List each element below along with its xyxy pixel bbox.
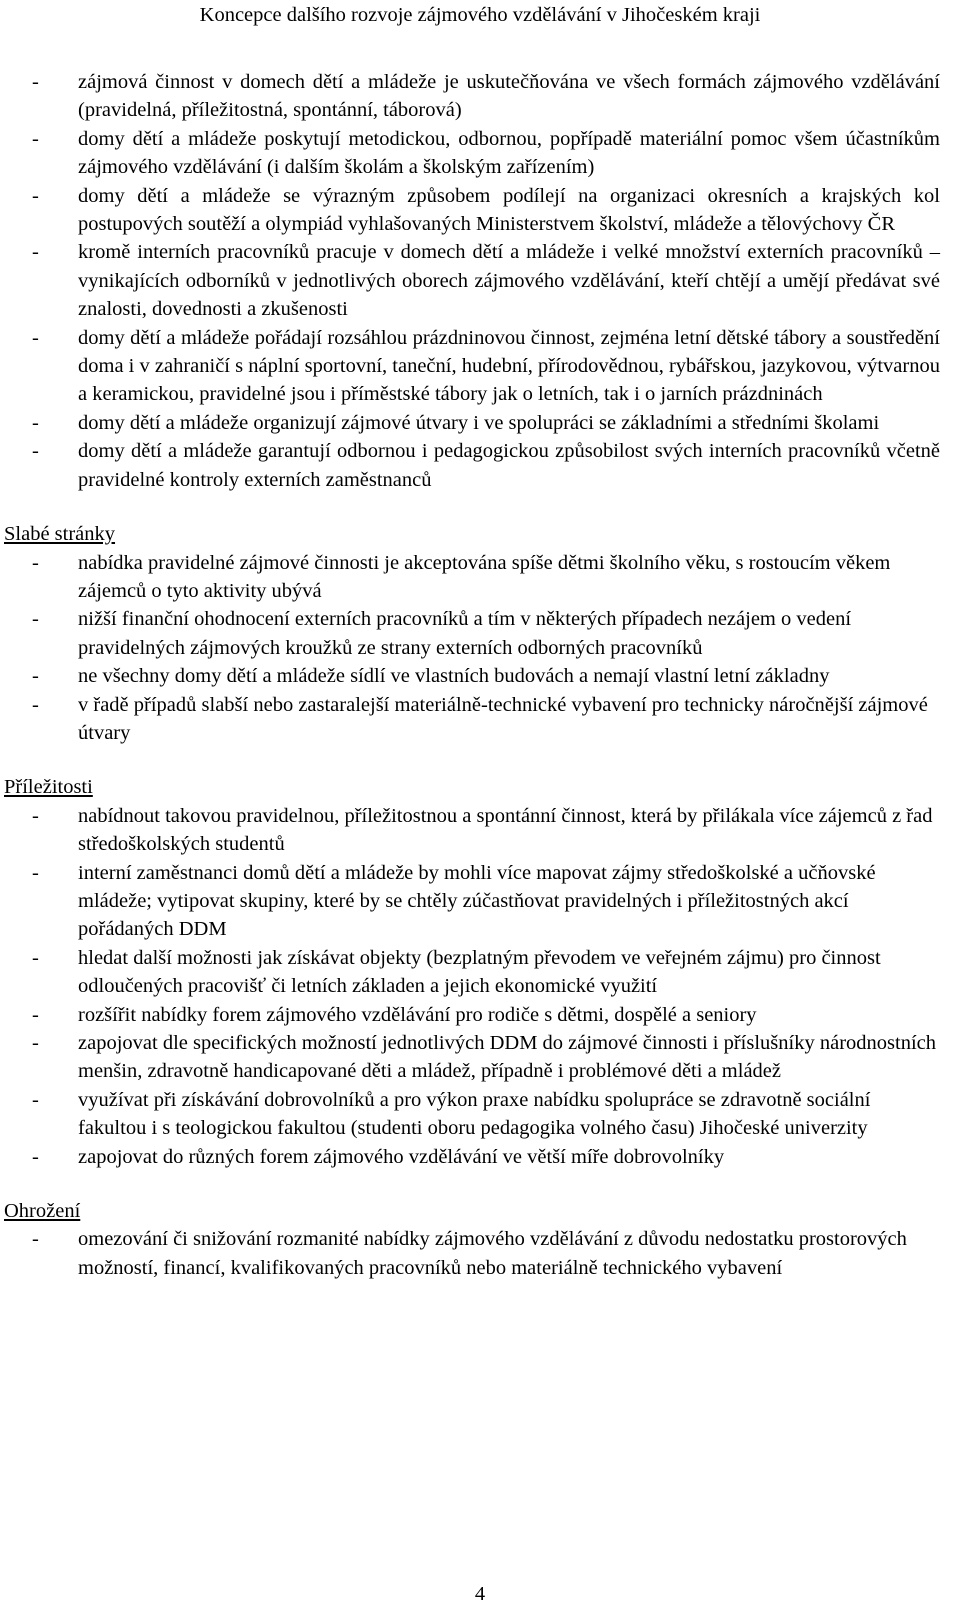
weaknesses-section — [0, 520, 960, 747]
threats-list — [0, 1225, 960, 1282]
list-item: - rozšířit nabídky forem zájmového vzdělávání pro rodiče s dětmi, dospělé a seniory — [78, 1001, 940, 1029]
list-item: - zájmová činnost v domech dětí a mládeže je uskutečňována ve všech formách zájmového vzdělávání (pravidelná, příležitostná, spontánní, táborová) — [78, 68, 940, 125]
page-number: 4 — [474, 1583, 486, 1605]
header-title: Koncepce dalšího rozvoje zájmového vzdělávání v Jihočeském kraji — [199, 4, 761, 26]
list-item: - domy dětí a mládeže organizují zájmové útvary i ve spolupráci se základními a středními školami — [78, 409, 940, 437]
list-item: - zapojovat do různých forem zájmového vzdělávání ve větší míře dobrovolníky — [78, 1143, 940, 1171]
list-item: - nižší finanční ohodnocení externích pracovníků a tím v některých případech nezájem o vedení pravidelných zájmových kroužků ze strany externích odborných pracovníků — [78, 605, 940, 662]
threats-section — [0, 1197, 960, 1282]
list-item: - interní zaměstnanci domů dětí a mládeže by mohli více mapovat zájmy středoškolské a učňovské mládeže; vytipovat skupiny, které by se chtěly zúčastňovat pravidelných i příležitostných akcí pořádaných DDM — [78, 859, 940, 944]
list-item: - zapojovat dle specifických možností jednotlivých DDM do zájmové činnosti i příslušníky národnostních menšin, zdravotně handicapované děti a mládež, případně i problémové děti a mládež — [78, 1029, 940, 1086]
list-item: - domy dětí a mládeže garantují odbornou i pedagogickou způsobilost svých interních pracovníků včetně pravidelné kontroly externích zaměstnanců — [78, 437, 940, 494]
list-item: - kromě interních pracovníků pracuje v domech dětí a mládeže i velké množství externích pracovníků – vynikajících odborníků v jednotlivých oborech zájmového vzdělávání, kteří chtějí a umějí předávat své znalosti, dovednosti a zkušenosti — [78, 238, 940, 323]
document-body — [0, 68, 960, 1282]
opportunities-heading: Příležitosti — [4, 776, 93, 799]
opportunities-section — [0, 773, 960, 1171]
list-item: - ne všechny domy dětí a mládeže sídlí ve vlastních budovách a nemají vlastní letní základny — [78, 662, 940, 690]
list-item: - nabídka pravidelné zájmové činnosti je akceptována spíše dětmi školního věku, s rostoucím věkem zájemců o tyto aktivity ubývá — [78, 549, 940, 606]
list-item: - hledat další možnosti jak získávat objekty (bezplatným převodem ve veřejném zájmu) pro činnost odloučených pracovišť či letních základen a jejich ekonomické využití — [78, 944, 940, 1001]
list-item: - využívat při získávání dobrovolníků a pro výkon praxe nabídku spolupráce se zdravotně sociální fakultou i s teologickou fakultou (studenti oboru pedagogika volného času) Jihočeské univerzity — [78, 1086, 940, 1143]
list-item: - domy dětí a mládeže poskytují metodickou, odbornou, popřípadě materiální pomoc všem účastníkům zájmového vzdělávání (i dalším školám a školským zařízením) — [78, 125, 940, 182]
threats-heading: Ohrožení — [4, 1200, 81, 1223]
opportunities-list — [0, 802, 960, 1171]
strengths-list — [0, 68, 960, 494]
weaknesses-heading: Slabé stránky — [4, 523, 116, 546]
list-item: - domy dětí a mládeže pořádají rozsáhlou prázdninovou činnost, zejména letní dětské tábory a soustředění doma i v zahraničí s náplní sportovní, taneční, hudební, přírodovědnou, rybářskou, jazykovou, výtvarnou a keramickou, pravidelné jsou i příměstské tábory jak o letních, tak i o jarních prázdninách — [78, 324, 940, 409]
list-item: - nabídnout takovou pravidelnou, příležitostnou a spontánní činnost, která by přilákala více zájemců z řad středoškolských studentů — [78, 802, 940, 859]
list-item: - v řadě případů slabší nebo zastaralejší materiálně-technické vybavení pro technicky náročnější zájmové útvary — [78, 691, 940, 748]
document-header — [0, 0, 960, 28]
weaknesses-list — [0, 549, 960, 748]
list-item: - domy dětí a mládeže se výrazným způsobem podílejí na organizaci okresních a krajských kol postupových soutěží a olympiád vyhlašovaných Ministerstvem školství, mládeže a tělovýchovy ČR — [78, 182, 940, 239]
list-item: - omezování či snižování rozmanité nabídky zájmového vzdělávání z důvodu nedostatku prostorových možností, financí, kvalifikovaných pracovníků nebo materiálně technického vybavení — [78, 1225, 940, 1282]
